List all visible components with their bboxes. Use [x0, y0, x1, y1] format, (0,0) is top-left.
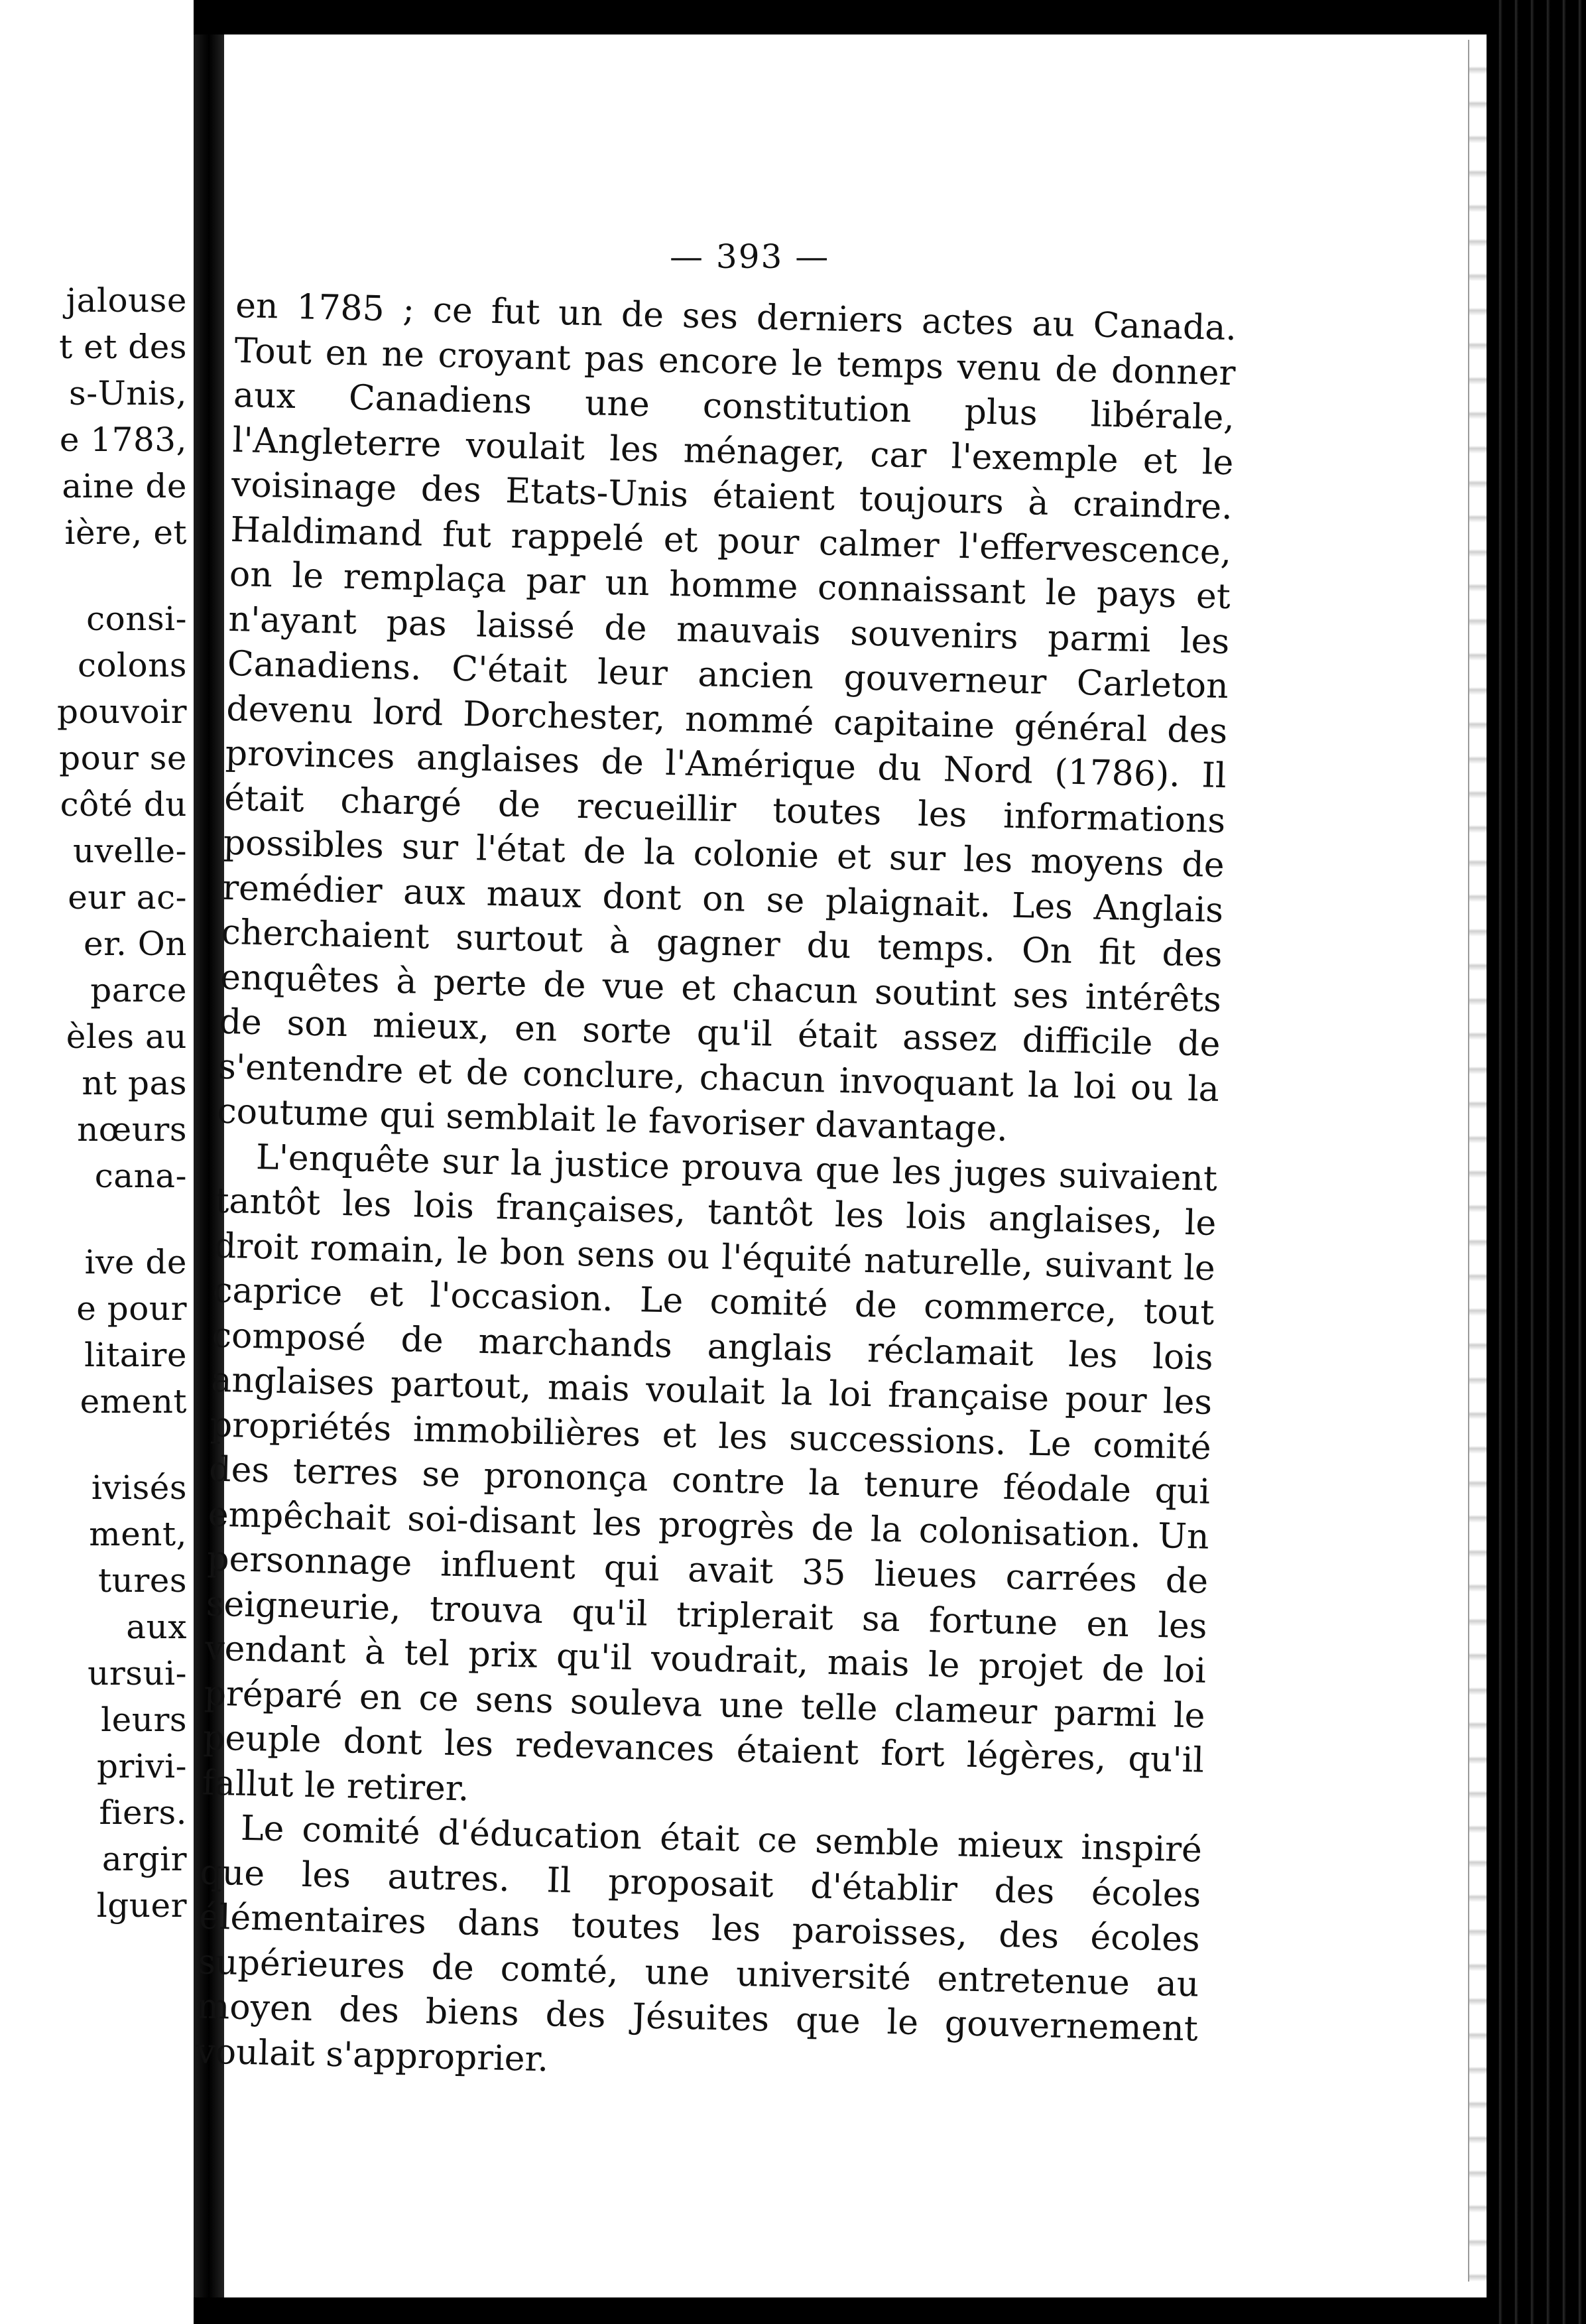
- left-fragment-line: tures: [98, 1561, 187, 1600]
- left-page-fragment: [0, 277, 187, 1929]
- left-fragment-line: litaire: [84, 1336, 187, 1374]
- top-page-edge: [194, 0, 1586, 34]
- left-fragment-line: s-Unis,: [69, 374, 187, 413]
- left-fragment-line: eur ac-: [68, 878, 187, 917]
- left-fragment-line: cana-: [94, 1157, 187, 1195]
- paragraph: en 1785 ; ce fut un de ses derniers actes au Canada. Tout en ne croyant pas encore le temps venu de donner aux Canadiens une constitution plus libérale, l'Angleterre voulait les ménager, car l'exemple et le voisinage des Etats-Unis étaient toujours à craindre. Haldimand fut rappelé et pour calmer l'effervescence, on le remplaça par un homme connaissant le pays et n'ayant pas laissé de mauvais souvenirs parmi les Canadiens. C'était leur ancien gouverneur Carleton devenu lord Dorchester, nommé capitaine général des provinces anglaises de l'Amérique du Nord (1786). Il était chargé de recueillir toutes les informations possibles sur l'état de la colonie et sur les moyens de remédier aux maux dont on se plaignait. Les Anglais cherchaient surtout à gagner du temps. On fit des enquêtes à perte de vue et chacun soutint ses intérêts de son mieux, en sorte qu'il était assez difficile de s'entendre et de conclure, chacun invoquant la loi ou la coutume qui semblait le favoriser davantage.: [217, 285, 1237, 1149]
- left-fragment-group-2: [0, 596, 187, 1199]
- paragraph: L'enquête sur la justice prouva que les juges suivaient tantôt les lois françaises, tantôt les lois anglaises, le droit romain, le bon sens ou l'équité naturelle, suivant le caprice et l'occasion. Le comité de commerce, tout composé de marchands anglais réclamait les lois anglaises partout, mais voulait la loi française pour les propriétés immobilières et les successions. Le comité des terres se prononça contre la tenure féodale qui empêchait soi-disant les progrès de la colonisation. Un personnage influent qui avait 35 lieues carrées de seigneurie, trouva qu'il triplerait sa fortune en les vendant à tel prix qu'il voudrait, mais le projet de loi préparé en ce sens souleva une telle clameur parmi le peuple dont les redevances étaient fort légères, qu'il fallut le retirer.: [202, 1137, 1218, 1809]
- left-fragment-line: ement: [80, 1382, 187, 1421]
- left-fragment-line: aux: [126, 1608, 187, 1646]
- left-fragment-line: ursui-: [88, 1654, 187, 1693]
- left-fragment-line: fiers.: [99, 1793, 187, 1832]
- left-fragment-line: consi-: [86, 600, 187, 638]
- left-fragment-line: nœurs: [77, 1110, 187, 1149]
- left-fragment-line: e pour: [76, 1289, 187, 1328]
- left-fragment-line: ivisés: [91, 1468, 187, 1507]
- left-fragment-line: pouvoir: [56, 692, 187, 731]
- left-fragment-line: aine de: [62, 467, 187, 505]
- left-fragment-line: pour se: [59, 739, 187, 777]
- left-fragment-group-3: [0, 1239, 187, 1425]
- left-fragment-group-4: [0, 1464, 187, 1929]
- left-fragment-line: er. On: [84, 925, 187, 963]
- left-fragment-line: uvelle-: [72, 832, 187, 870]
- left-fragment-line: ive de: [84, 1243, 187, 1281]
- left-fragment-line: t et des: [59, 328, 187, 366]
- left-fragment-group-1: [0, 277, 187, 556]
- left-fragment-line: privi-: [96, 1747, 187, 1785]
- left-page-top-margin: [0, 0, 194, 27]
- page-body: [196, 284, 1237, 2097]
- page-number: — 393 —: [670, 237, 830, 276]
- bottom-page-edge: [194, 2297, 1586, 2324]
- left-fragment-line: èles au: [66, 1017, 187, 1056]
- left-fragment-line: côté du: [60, 785, 187, 824]
- left-fragment-line: jalouse: [66, 281, 187, 320]
- left-fragment-line: parce: [90, 971, 187, 1009]
- left-fragment-line: ment,: [89, 1515, 187, 1553]
- left-fragment-line: leurs: [101, 1701, 187, 1739]
- left-fragment-line: nt pas: [82, 1064, 187, 1102]
- right-book-edge: [1487, 0, 1586, 2324]
- left-fragment-line: argir: [101, 1840, 187, 1878]
- left-fragment-line: ière, et: [64, 513, 187, 552]
- left-fragment-line: e 1783,: [59, 420, 187, 459]
- left-fragment-line: lguer: [96, 1886, 187, 1925]
- paragraph: Le comité d'éducation était ce semble mieux inspiré que les autres. Il proposait d'établir des écoles élémentaires dans toutes les paroisses, des écoles supérieures de comté, une université entretenue au moyen des biens des Jésuites que le gouvernement voulait s'approprier.: [195, 1808, 1203, 2079]
- left-fragment-line: colons: [77, 646, 187, 684]
